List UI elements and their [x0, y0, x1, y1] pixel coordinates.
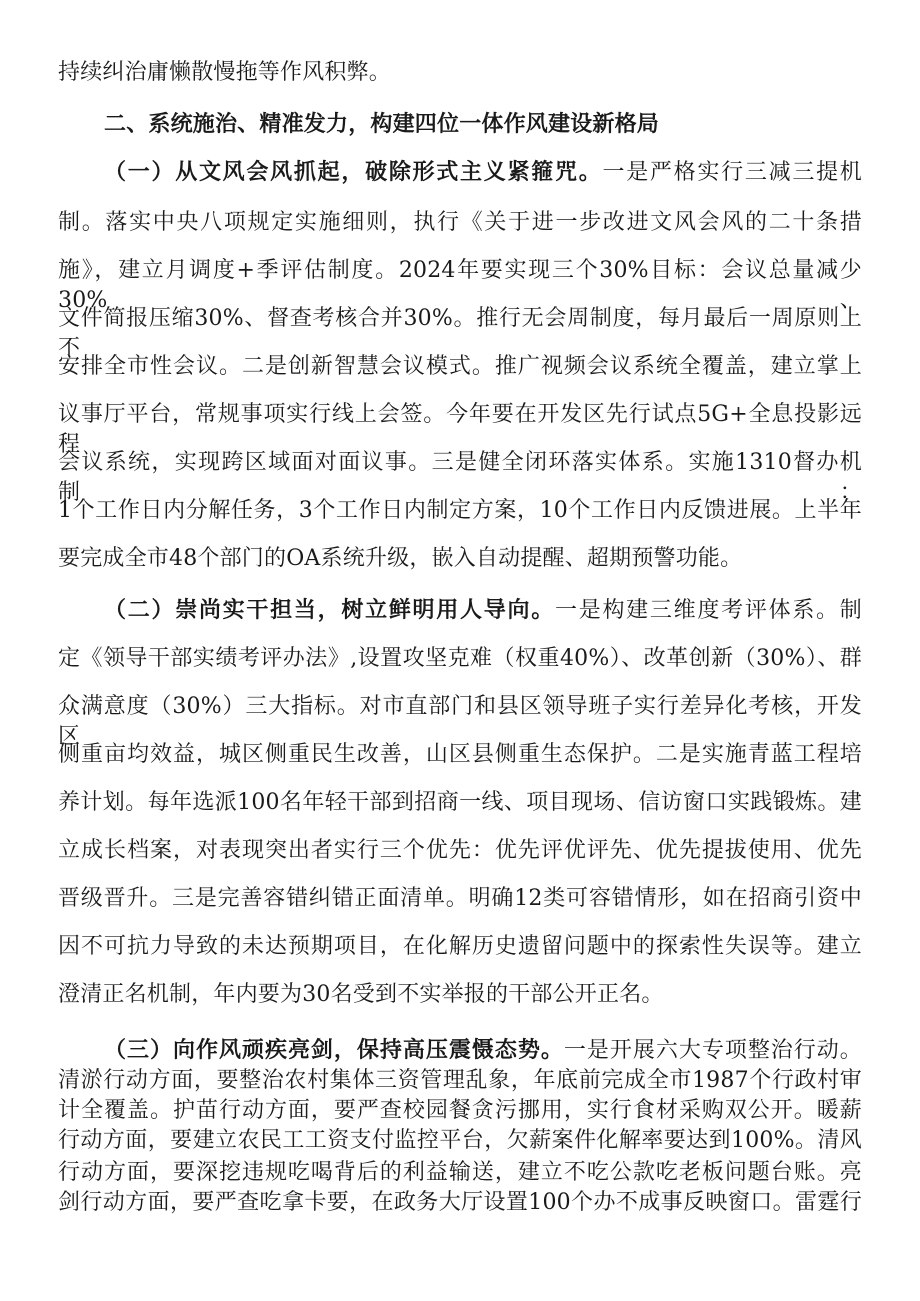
text-line: 要完成全市48个部门的OA系统升级，嵌入自动提醒、超期预警功能。 [58, 546, 743, 571]
text-line: 澄清正名机制，年内要为30名受到不实举报的干部公开正名。 [58, 982, 664, 1007]
text-line: 1个工作日内分解任务，3个工作日内制定方案，10个工作日内反馈进展。上半年 [58, 498, 862, 523]
subsection-heading-line: （二）崇尚实干担当，树立鲜明用人导向。一是构建三维度考评体系。制 [104, 598, 862, 623]
text-line: 剑行动方面，要严查吃拿卡要，在政务大厅设置100个办不成事反映窗口。雷霆行 [58, 1190, 862, 1215]
text-line: 侧重亩均效益，城区侧重民生改善，山区县侧重生态保护。二是实施青蓝工程培 [58, 742, 862, 767]
text-line: 文件简报压缩30%、督查考核合并30%。推行无会周制度，每月最后一周原则上不 [58, 306, 862, 361]
text-line: 清淤行动方面，要整治农村集体三资管理乱象，年底前完成全市1987个行政村审 [58, 1068, 862, 1093]
text-line: 行动方面，要深挖违规吃喝背后的利益输送，建立不吃公款吃老板问题台账。亮 [58, 1160, 862, 1185]
text-line: 立成长档案，对表现突出者实行三个优先：优先评优评先、优先提拔使用、优先 [58, 838, 862, 863]
text-line: 定《领导干部实绩考评办法》,设置攻坚克难（权重40%）、改革创新（30%）、群 [58, 646, 862, 671]
subsection-heading-line: （三）向作风顽疾亮剑，保持高压震慑态势。一是开展六大专项整治行动。 [104, 1038, 862, 1063]
text-line: 众满意度（30%）三大指标。对市直部门和县区领导班子实行差异化考核，开发区 [58, 694, 862, 749]
subsection-heading-line: （一）从文风会风抓起，破除形式主义紧箍咒。一是严格实行三减三提机 [104, 160, 863, 185]
section-heading: 二、系统施治、精准发力，构建四位一体作风建设新格局 [104, 112, 660, 137]
text-line: 制。落实中央八项规定实施细则，执行《关于进一步改进文风会风的二十条措 [58, 210, 862, 235]
text-line: 施》，建立月调度+季评估制度。2024年要实现三个30%目标：会议总量减少30%、 [58, 258, 862, 313]
text-line: 安排全市性会议。二是创新智慧会议模式。推广视频会议系统全覆盖，建立掌上 [58, 354, 862, 379]
text-line: 会议系统，实现跨区域面对面议事。三是健全闭环落实体系。实施1310督办机制： [58, 450, 862, 505]
text-line: 晋级晋升。三是完善容错纠错正面清单。明确12类可容错情形，如在招商引资中 [58, 886, 862, 911]
text-line: 议事厅平台，常规事项实行线上会签。今年要在开发区先行试点5G+全息投影远程 [58, 402, 862, 457]
text-line: 行动方面，要建立农民工工资支付监控平台，欠薪案件化解率要达到100%。清风 [58, 1128, 862, 1153]
text-line: 养计划。每年选派100名年轻干部到招商一线、项目现场、信访窗口实践锻炼。建 [58, 790, 862, 815]
text-line: 持续纠治庸懒散慢拖等作风积弊。 [58, 60, 392, 85]
text-line: 因不可抗力导致的未达预期项目，在化解历史遗留问题中的探索性失误等。建立 [58, 934, 862, 959]
text-line: 计全覆盖。护苗行动方面，要严查校园餐贪污挪用，实行食材采购双公开。暖薪 [58, 1098, 862, 1123]
